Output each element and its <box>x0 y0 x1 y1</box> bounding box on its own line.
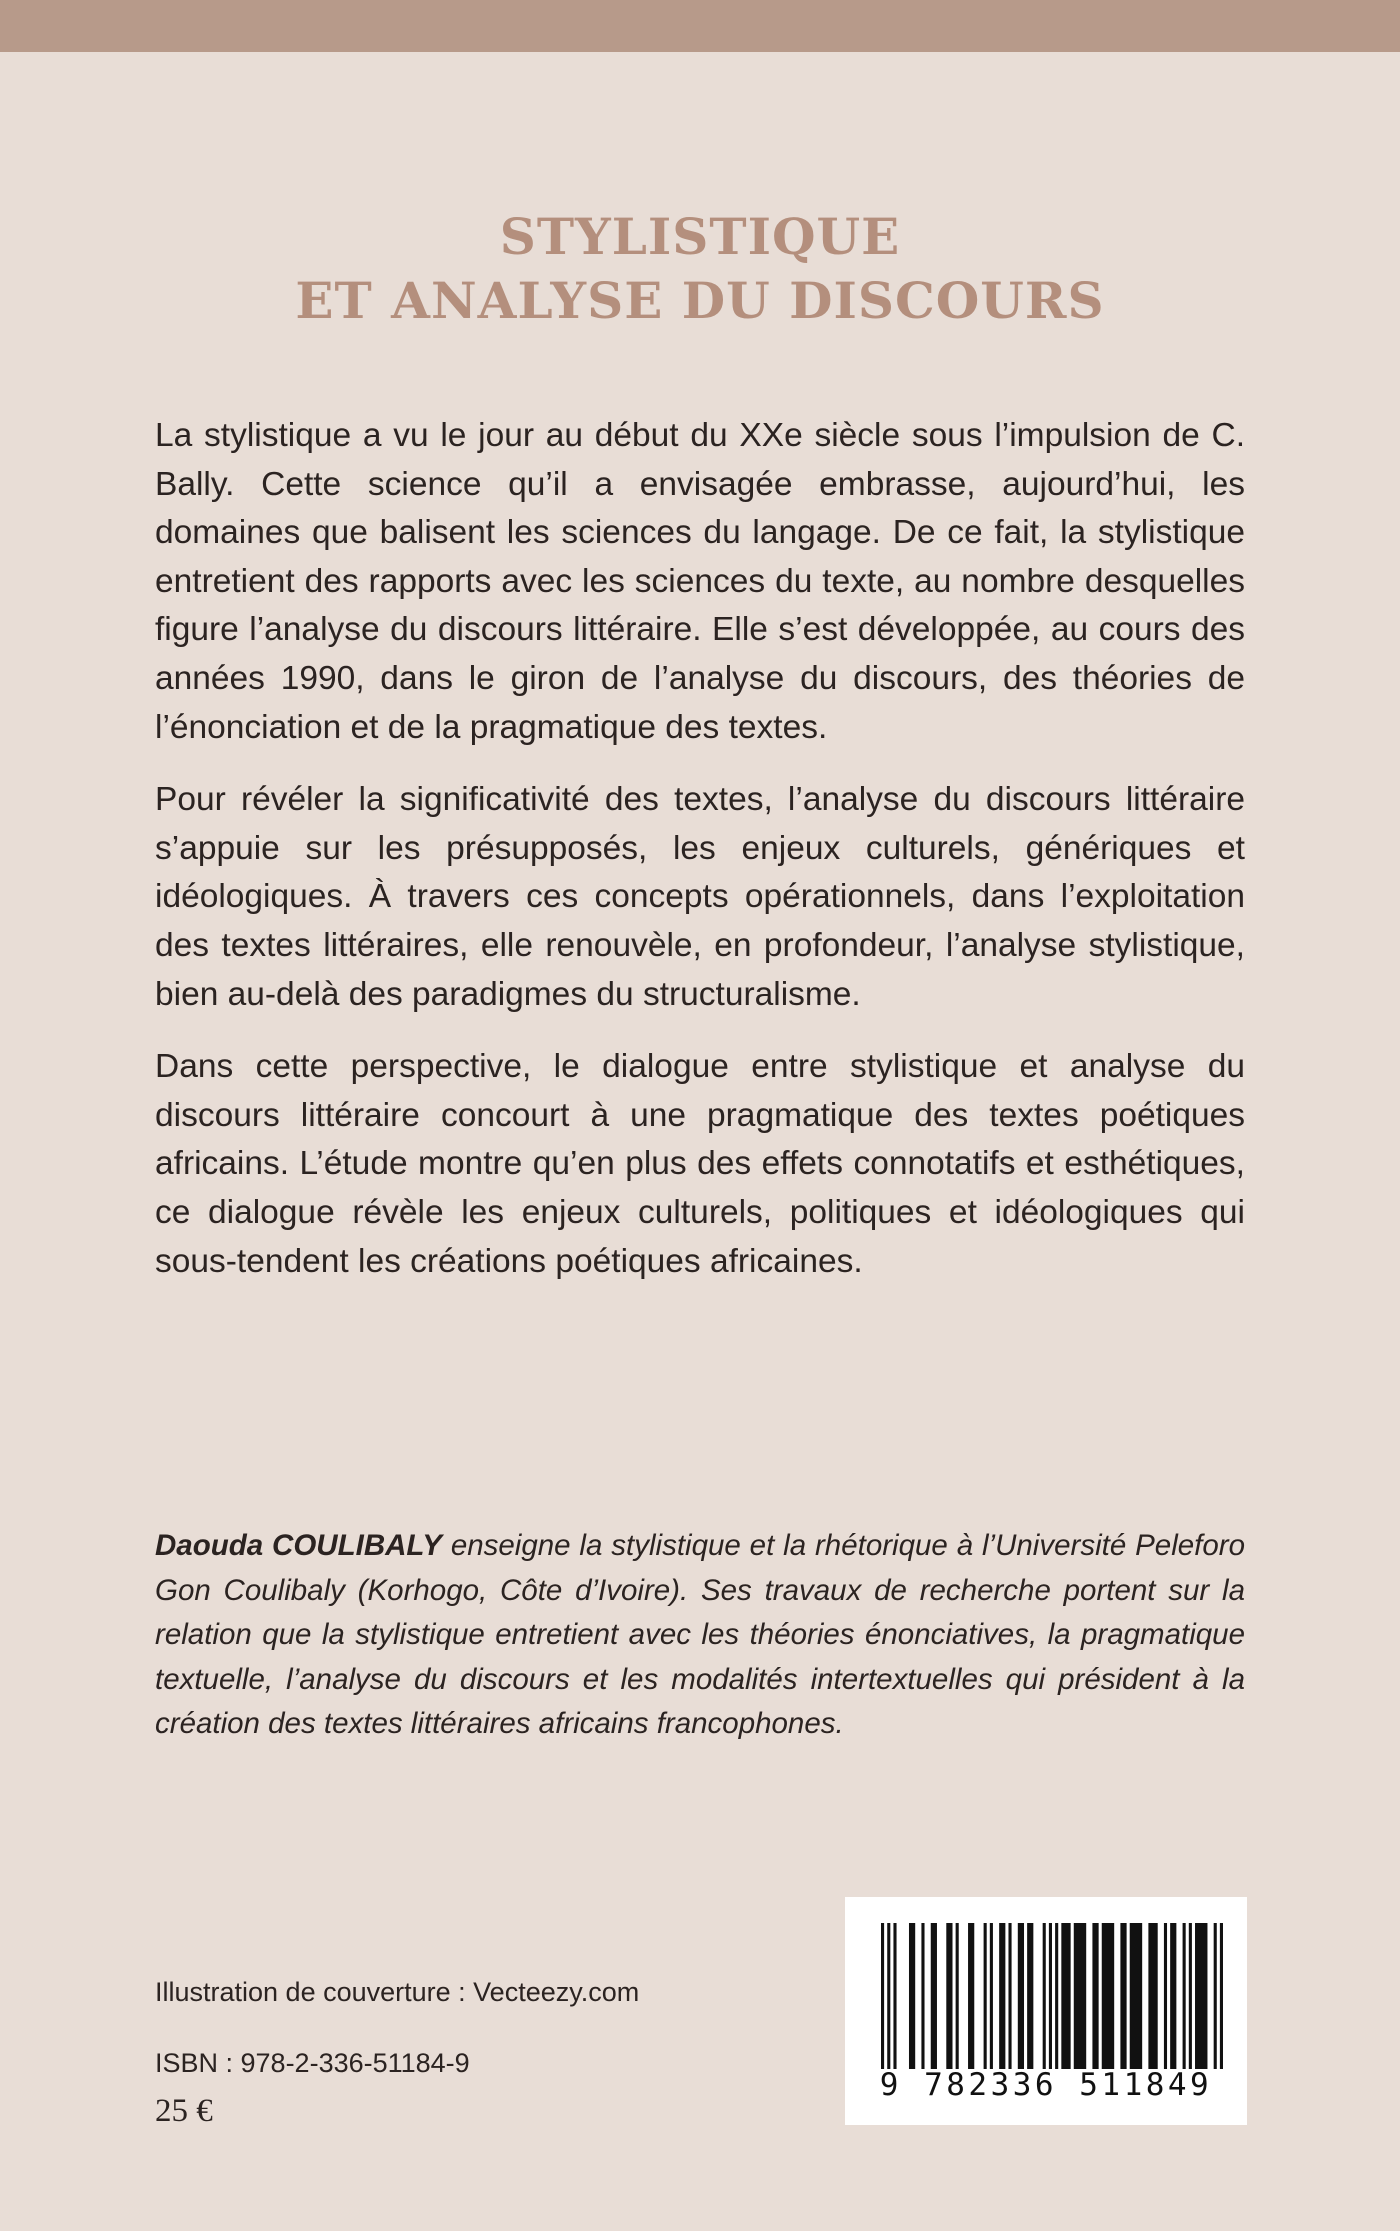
barcode-bar <box>1189 1923 1192 2069</box>
blurb-paragraph-3: Dans cette perspective, le dialogue entre stylistique et analyse du discours littéraire concourt à une pragmatique des textes poétiques africains. L’étude montre qu’en plus des effets connotatifs et esthétiques, ce dialogue révèle les enjeux culturels, politiques et idéologiques qui sous-tendent les créations poétiques africaines. <box>155 1048 1245 1280</box>
barcode-bar <box>931 1923 937 2069</box>
isbn: ISBN : 978-2-336-51184-9 <box>155 2048 470 2078</box>
barcode-bar <box>1148 1923 1157 2069</box>
barcode-bar <box>887 1923 890 2069</box>
barcode-bar <box>1120 1923 1126 2069</box>
barcode-bar <box>1164 1923 1167 2069</box>
barcode-bar <box>968 1923 974 2069</box>
price: 25 € <box>155 2093 213 2129</box>
barcode-bar <box>1043 1923 1046 2069</box>
barcode-bar <box>990 1923 993 2069</box>
barcode-bar <box>1008 1923 1011 2069</box>
barcode-bar <box>1183 1923 1186 2069</box>
barcode-bar <box>893 1923 896 2069</box>
barcode-bar <box>1102 1923 1114 2069</box>
barcode-bar <box>1170 1923 1176 2069</box>
author-bio-text: enseigne la stylistique et la rhétorique à l’Université Peleforo Gon Coulibaly (Korhogo, Côte d’Ivoire). Ses travaux de recherche portent sur la relation que la stylistique entretient avec les théories énonciatives, la pragmatique textuelle, l’analyse du discours et les modalités intertextuelles qui président à la création des textes littéraires africains francophones. <box>155 1529 1245 1740</box>
barcode-bar <box>1195 1923 1207 2069</box>
barcode-bar <box>1092 1923 1098 2069</box>
barcode-bar <box>1130 1923 1142 2069</box>
blurb-paragraph-2: Pour révéler la significativité des textes, l’analyse du discours littéraire s’appuie sur les présupposés, les enjeux culturels, génériques et idéologiques. À travers ces concepts opérationnels, dans l’exploitation des textes littéraires, elle renouvèle, en profondeur, l’analyse stylistique, bien au-delà des paradigmes du structuralisme. <box>155 781 1245 1013</box>
barcode-bar <box>921 1923 924 2069</box>
barcode-bar <box>946 1923 952 2069</box>
barcode-bar <box>1049 1923 1052 2069</box>
barcode-bar <box>909 1923 915 2069</box>
barcode-bar <box>1055 1923 1058 2069</box>
barcode-digits: 9 782336 511849 <box>879 2067 1213 2103</box>
barcode-bar <box>999 1923 1005 2069</box>
blurb-paragraph-1: La stylistique a vu le jour au début du XXe siècle sous l’impulsion de C. Bally. Cette science qu’il a envisagée embrasse, aujourd’hui, les domaines que balisent les sciences du langage. De ce fait, la stylistique entretient des rapports avec les sciences du texte, au nombre desquelles figure l’analyse du discours littéraire. Elle s’est développée, au cours des années 1990, dans le giron de l’analyse du discours, des théories de l’énonciation et de la pragmatique des textes. <box>155 417 1245 746</box>
book-title <box>0 205 1400 333</box>
barcode-bar <box>1027 1923 1033 2069</box>
barcode-bar <box>1018 1923 1024 2069</box>
title-line-1: STYLISTIQUE <box>499 207 901 266</box>
barcode-bar <box>1074 1923 1086 2069</box>
barcode-bar <box>956 1923 959 2069</box>
barcode-bar <box>881 1923 884 2069</box>
barcode-bar <box>1220 1923 1223 2069</box>
barcode <box>845 1897 1247 2125</box>
top-color-band <box>0 0 1400 52</box>
illustration-credit: Illustration de couverture : Vecteezy.com <box>155 1977 640 2007</box>
barcode-bar <box>1061 1923 1070 2069</box>
barcode-bar <box>1214 1923 1217 2069</box>
barcode-bar <box>984 1923 987 2069</box>
blurb <box>155 412 1245 1310</box>
title-line-2: ET ANALYSE DU DISCOURS <box>295 271 1105 330</box>
author-bio <box>155 1524 1245 1747</box>
author-name: Daouda COULIBALY <box>155 1529 442 1562</box>
